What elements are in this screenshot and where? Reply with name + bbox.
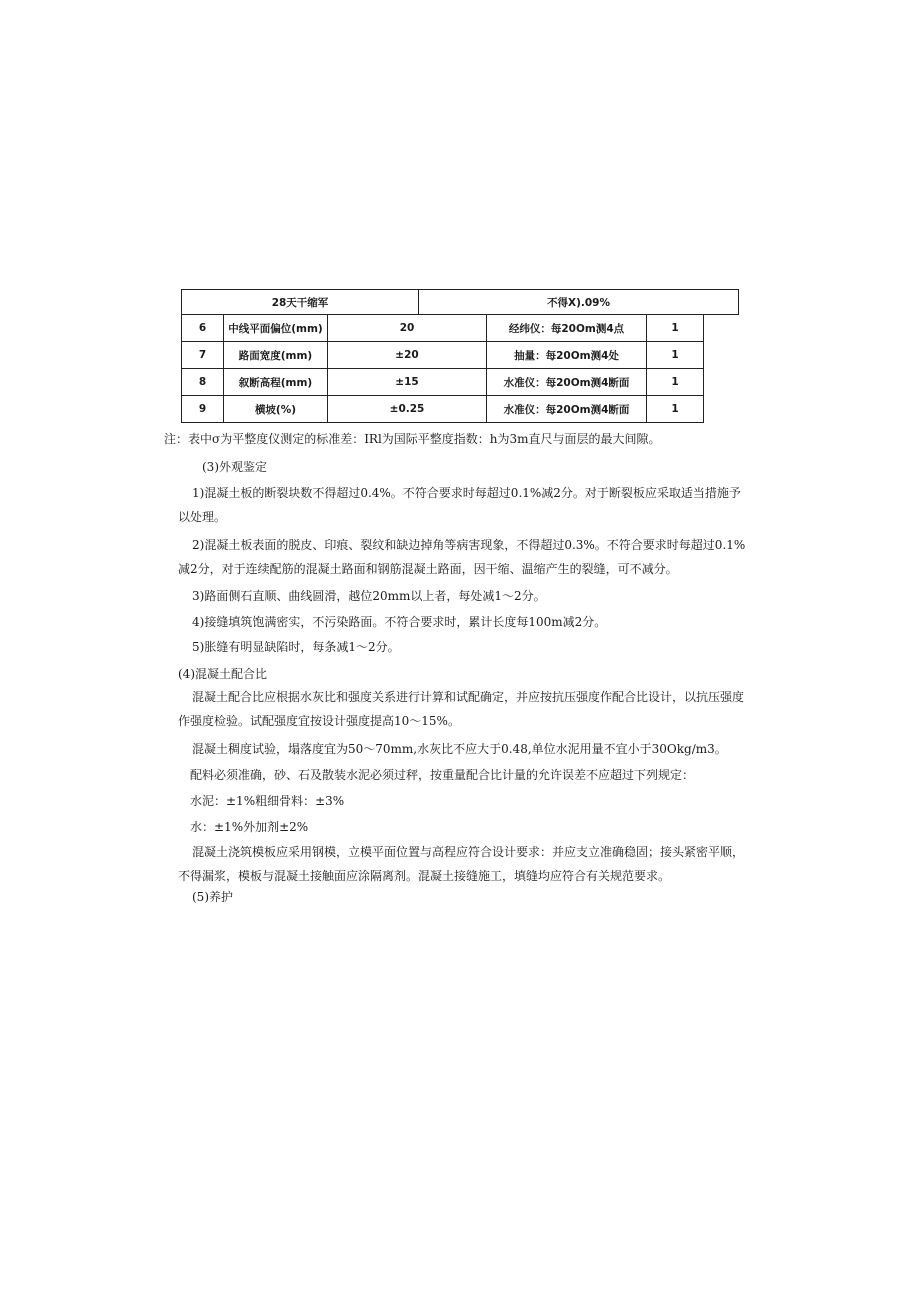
row-freq: 1 — [671, 322, 679, 334]
header-left-cell: 28天干缩军 — [182, 290, 419, 314]
section-3-paragraph-5: 5)胀缝有明显缺陷时，每条减1〜2分。 — [192, 640, 400, 654]
row-item: 中线平面偏位(mm) — [224, 315, 328, 341]
row-freq: 1 — [671, 376, 679, 388]
row-value: ±15 — [328, 369, 487, 395]
table-note: 注：表中σ为平整度仪测定的标准差：IRl为国际平整度指数：h为3m直尺与面层的最大间隙。 — [164, 432, 661, 446]
header-right-cell: 不得X).09% — [546, 296, 610, 309]
section-4-paragraph-2: 混凝土稠度试验，塌落度宜为50〜70mm,水灰比不应大于0.48,单位水泥用量不宜小于30Okg∕m3。 — [192, 742, 727, 756]
table-row — [181, 342, 704, 369]
section-4-paragraph-5: 水：±1%外加剂±2% — [190, 820, 309, 834]
section-4-title: (4)混凝土配合比 — [178, 667, 267, 681]
section-4-paragraph-6: 混凝土浇筑模板应采用钢模，立模平面位置与高程应符合设计要求：并应支立准确稳固；接头紧密平顺，不得漏浆，模板与混凝土接触面应涂隔离剂。混凝土接缝施工，填缝均应符合有关规范要求。 — [178, 845, 745, 883]
section-3-paragraph-1: 1)混凝土板的断裂块数不得超过0.4%。不符合要求时每超过0.1%减2分。对于断裂板应采取适当措施予以处理。 — [178, 486, 741, 524]
row-item: 横坡(%) — [224, 396, 328, 422]
row-item: 路面宽度(mm) — [224, 342, 328, 368]
table-header-row — [181, 289, 739, 315]
table-row — [181, 396, 704, 423]
row-number: 6 — [182, 315, 224, 341]
row-method: 经纬仪：每20Om测4点 — [487, 315, 647, 341]
row-value: 20 — [328, 315, 487, 341]
row-number: 8 — [182, 369, 224, 395]
table-row — [181, 315, 704, 342]
section-3-paragraph-2: 2)混凝土板表面的脱皮、印痕、裂纹和缺边掉角等病害现象，不得超过0.3%。不符合要求时每超过0.1%减2分，对于连续配筋的混凝土路面和钢筋混凝土路面，因干缩、温缩产生的裂缝，可不减分。 — [178, 538, 746, 576]
section-4-paragraph-1: 混凝土配合比应根据水灰比和强度关系进行计算和试配确定，并应按抗压强度作配合比设计，以抗压强度作强度检验。试配强度宜按设计强度提高10〜15%。 — [178, 690, 745, 728]
row-method: 抽量：每20Om测4处 — [487, 342, 647, 368]
row-number: 7 — [182, 342, 224, 368]
section-4-paragraph-3: 配料必须准确，砂、石及散装水泥必须过秤，按重量配合比计量的允许误差不应超过下列规定： — [190, 768, 695, 782]
row-item: 叙断高程(mm) — [224, 369, 328, 395]
row-freq: 1 — [671, 349, 679, 361]
row-number: 9 — [182, 396, 224, 422]
row-value: ±20 — [328, 342, 487, 368]
section-5-title: (5)养护 — [192, 890, 233, 904]
section-3-paragraph-4: 4)接缝填筑饱满密实，不污染路面。不符合要求时，累计长度每100m减2分。 — [192, 615, 607, 629]
spec-table — [181, 289, 739, 423]
section-3-title: (3)外观鉴定 — [202, 460, 267, 474]
section-4-paragraph-4: 水泥：±1%粗细骨料：±3% — [190, 794, 345, 808]
row-value: ±0.25 — [328, 396, 487, 422]
row-method: 水准仪：每20Om测4断面 — [487, 369, 647, 395]
section-3-paragraph-3: 3)路面侧石直顺、曲线圆滑，越位20mm以上者，每处减1〜2分。 — [192, 589, 546, 603]
row-freq: 1 — [671, 403, 679, 415]
row-method: 水准仪：每20Om测4断面 — [487, 396, 647, 422]
table-row — [181, 369, 704, 396]
